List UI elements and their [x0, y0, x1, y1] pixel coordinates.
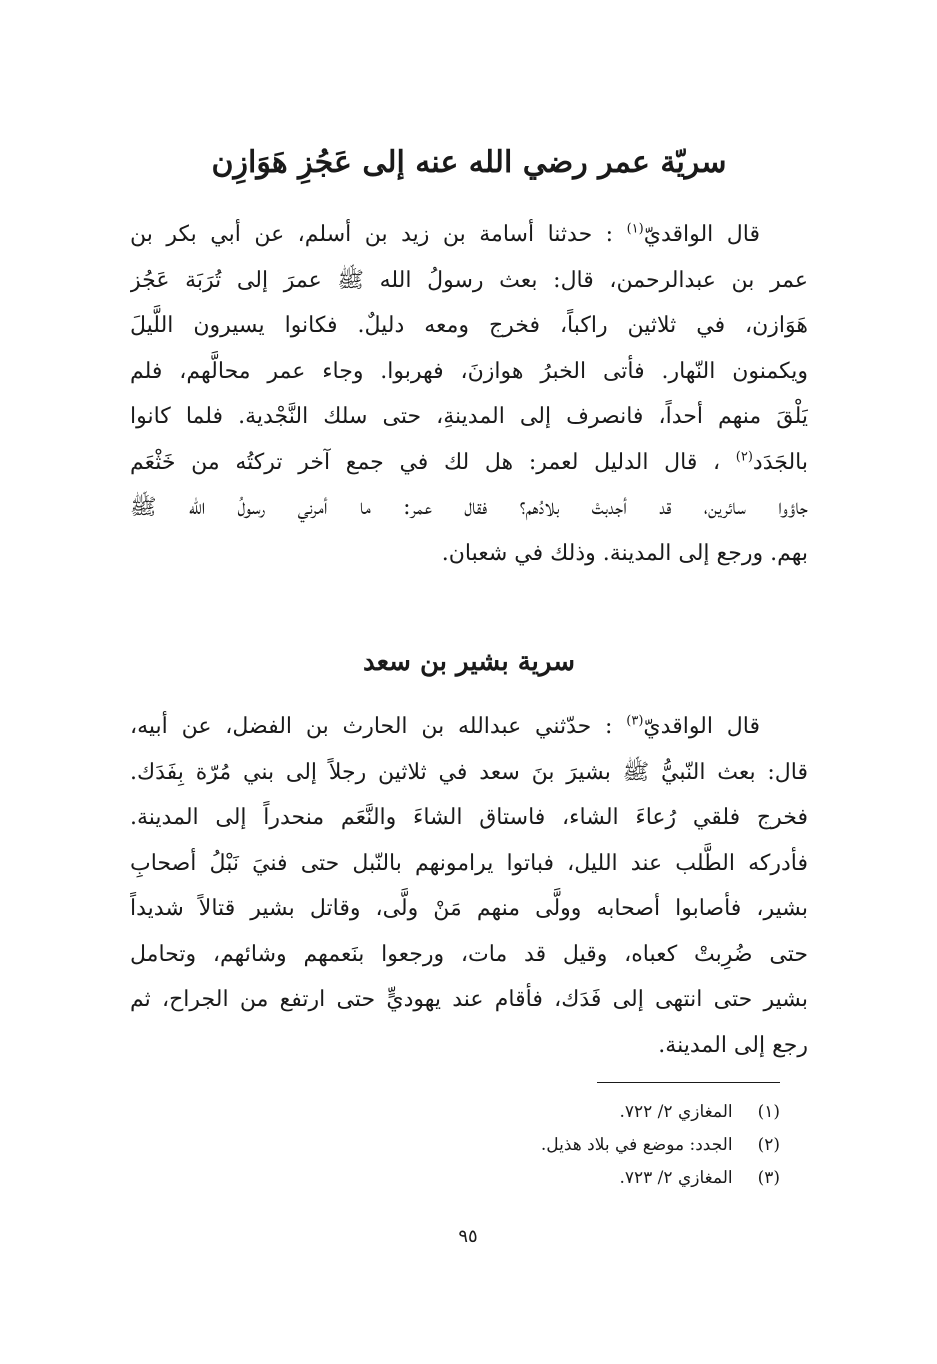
footnote-ref[interactable]: (١) — [626, 221, 644, 237]
text-line: فخرج فلقي رُعاءَ الشاء، فاستاق الشاءَ والنَّعَم منحدراً إلى المدينة. — [130, 805, 808, 830]
footnote-number: (٣) — [757, 1168, 780, 1188]
footnote-text: المغازي ٢/ ٧٢٣. — [619, 1168, 733, 1188]
text-line: حتى ضُرِبتْ كعباه، وقيل قد مات، ورجعوا بنَعمهم وشائهم، وتحامل — [130, 941, 808, 967]
footnotes-list — [420, 1096, 780, 1195]
footnote-ref[interactable]: (٣) — [626, 713, 644, 729]
footnote-text: الجدد: موضع في بلاد هذيل. — [540, 1135, 733, 1155]
footnote-number: (١) — [757, 1102, 780, 1122]
section-title-bashir-raid: سرية بشير بن سعد — [362, 647, 576, 677]
text-line: قال الواقديّ$^{(١)}$ : حدثنا أسامة بن زيد بن أسلم، عن أبي بكر بن — [130, 221, 760, 247]
text-line: ويكمنون النّهار. فأتى الخبرُ هوازنَ، فهربوا. وجاء عمر محالَّهم، فلم — [130, 358, 808, 384]
text-line: بهم. ورجع إلى المدينة. وذلك في شعبان. — [441, 540, 808, 566]
footnote-item — [420, 1129, 780, 1162]
footnote-ref[interactable]: (٢) — [735, 449, 753, 465]
section-title-omar-raid: سريّة عمر رضي الله عنه إلى عَجُزِ هَوَازِن — [211, 145, 727, 180]
text-line: عمر بن عبدالرحمن، قال: بعث رسولُ الله ﷺ عمرَ إلى تُرَبَة عَجُز — [130, 267, 808, 293]
text-line: بشير، فأصابوا أصحابه وولَّى منهم مَنْ ولَّى، وقاتل بشير قتالاً شديداً — [130, 896, 808, 921]
text-line: هَوَازن، في ثلاثين راكباً، فخرج ومعه دليلٌ. فكانوا يسيرون اللَّيلَ — [130, 313, 808, 338]
section-body-bashir-raid — [130, 704, 808, 1068]
footnote-item — [420, 1162, 780, 1195]
text-line: فأدركه الطَّلب عند الليل، فباتوا يرامونهم بالنّبل حتى فنيَ نَبْلُ أصحابِ — [130, 850, 808, 876]
footnote-item — [420, 1096, 780, 1129]
text-line: بشير حتى انتهى إلى فَدَك، فأقام عند يهوديٍّ حتى ارتفع من الجراح، ثم — [130, 987, 808, 1012]
text-line: قال الواقديّ$^{(٣)}$ : حدّثني عبدالله بن الحارث بن الفضل، عن أبيه، — [130, 713, 761, 739]
text-line: قال: بعث النّبيُّ ﷺ بشيرَ بنَ سعد في ثلاثين رجلاً إلى بني مُرّة بِفَدَك. — [130, 759, 808, 785]
footnote-text: المغازي ٢/ ٧٢٢. — [619, 1102, 733, 1122]
footnote-divider — [597, 1082, 780, 1083]
text-line: رجع إلى المدينة. — [658, 1032, 808, 1058]
page-number: ٩٥ — [458, 1226, 478, 1247]
text-line: جاؤوا سائرين، قد أجدبتْ بلادُهم؟ فقال عمر: ما أمرني رسولُ الله ﷺ — [130, 495, 808, 520]
text-line: بالجَدَد$^{(٢)}$ ، قال الدليل لعمر: هل لك في جمع آخر تركتُه من خَثْعَم — [130, 449, 808, 475]
section-body-omar-raid — [130, 212, 808, 576]
footnote-number: (٢) — [757, 1135, 780, 1155]
text-line: يَلْقَ منهم أحداً، فانصرف إلى المدينةِ، حتى سلك النَّجْدية. فلما كانوا — [130, 404, 808, 429]
